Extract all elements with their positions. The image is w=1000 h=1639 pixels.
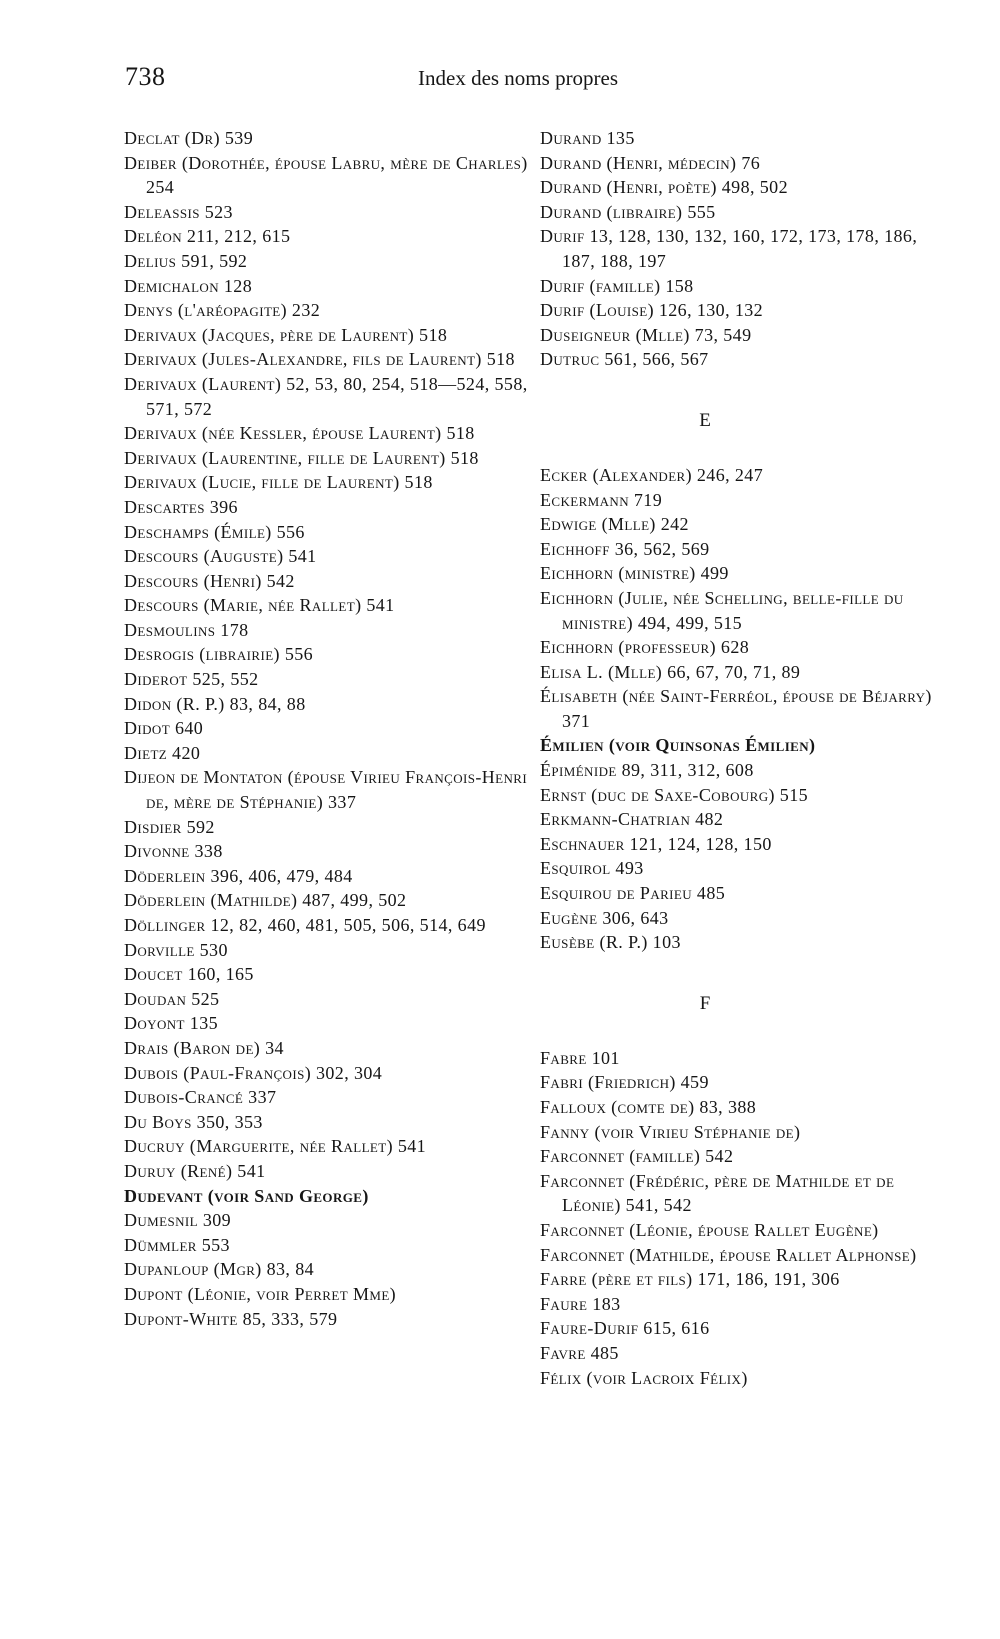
index-entry: Faure 183 [540,1293,621,1314]
index-entry: Drais (Baron de) 34 [124,1037,284,1058]
left-column [124,126,534,1331]
index-entry: Doudan 525 [124,988,220,1009]
index-entry: Descours (Henri) 542 [124,570,295,591]
running-head: Index des noms propres [418,66,619,90]
index-entry: Döderlein (Mathilde) 487, 499, 502 [124,890,407,911]
index-entry: Divonne 338 [124,841,223,862]
index-entry: Dietz 420 [124,742,201,763]
index-entry: Falloux (comte de) 83, 388 [540,1097,757,1117]
index-entry: Dupanloup (Mgr) 83, 84 [124,1259,314,1280]
index-entry: Edwige (Mlle) 242 [540,514,689,535]
index-entry: Disdier 592 [124,816,215,837]
index-entry: Deleassis 523 [124,201,233,222]
index-entry: Félix (voir Lacroix Félix) [540,1367,748,1388]
index-entry: Döderlein 396, 406, 479, 484 [124,865,353,886]
index-entry: Derivaux (Laurent) 52, 53, 80, 254, 518—524, 558, 571, 572 [124,373,528,419]
index-entry: Desmoulins 178 [124,619,249,640]
index-entry: Esquirol 493 [540,858,644,879]
index-entry: Farconnet (Léonie, épouse Rallet Eugène) [540,1219,879,1240]
index-entry: Denys (l'aréopagite) 232 [124,300,321,321]
section-letter-e: E [699,409,711,431]
index-entry: Farre (père et fils) 171, 186, 191, 306 [540,1269,840,1290]
index-entry: Durand (libraire) 555 [540,201,716,222]
page-number: 738 [125,62,166,91]
index-entry: Durif 13, 128, 130, 132, 160, 172, 173, 178, 186, 187, 188, 197 [540,226,918,271]
index-entry: Derivaux (Laurentine, fille de Laurent) 518 [124,447,479,468]
index-entry: Dutruc 561, 566, 567 [540,349,709,370]
index-entry: Dubois-Crancé 337 [124,1087,277,1108]
index-entry: Dümmler 553 [124,1234,230,1255]
index-entry: Derivaux (Jules-Alexandre, fils de Laurent) 518 [124,349,515,370]
index-entry: Dudevant (voir Sand George) [124,1185,369,1206]
index-entry: Élisabeth (née Saint-Ferréol, épouse de Béjarry) 371 [540,686,932,731]
index-entry: Duruy (René) 541 [124,1160,266,1181]
index-entry: Dubois (Paul-François) 302, 304 [124,1062,383,1083]
index-entry: Durand (Henri, médecin) 76 [540,152,761,173]
index-entry: Eichhorn (ministre) 499 [540,563,729,584]
index-entry: Du Boys 350, 353 [124,1111,263,1132]
index-entry: Döllinger 12, 82, 460, 481, 505, 506, 514, 649 [124,915,486,935]
index-entry: Favre 485 [540,1342,619,1363]
index-entry: Eichhorn (professeur) 628 [540,637,750,658]
index-entry: Ernst (duc de Saxe-Cobourg) 515 [540,784,809,805]
index-entry: Dorville 530 [124,939,228,960]
index-entry: Fabre 101 [540,1047,620,1068]
index-entry: Farconnet (Frédéric, père de Mathilde et de Léonie) 541, 542 [540,1170,895,1216]
index-entry: Eugène 306, 643 [540,907,669,928]
index-entry: Erkmann-Chatrian 482 [540,809,724,830]
index-entry: Didot 640 [124,718,204,739]
index-entry: Demichalon 128 [124,275,253,296]
index-entry: Dijeon de Montaton (épouse Virieu François-Henri de, mère de Stéphanie) 337 [124,767,528,813]
index-entry: Faure-Durif 615, 616 [540,1318,710,1339]
index-entry: Farconnet (famille) 542 [540,1146,734,1167]
index-entry: Eschnauer 121, 124, 128, 150 [540,833,772,854]
index-entry: Esquirou de Parieu 485 [540,883,726,904]
index-entry: Desrogis (librairie) 556 [124,644,314,665]
index-entry: Delius 591, 592 [124,250,248,271]
index-entry: Durand (Henri, poète) 498, 502 [540,177,788,198]
index-entry: Fabri (Friedrich) 459 [540,1072,709,1093]
index-entry: Deschamps (Émile) 556 [124,521,305,542]
index-entry: Deiber (Dorothée, épouse Labru, mère de Charles) 254 [124,152,528,198]
index-entry: Eckermann 719 [540,489,663,510]
index-entry: Derivaux (née Kessler, épouse Laurent) 518 [124,423,475,444]
index-entry: Doyont 135 [124,1013,218,1034]
index-entry: Elisa L. (Mlle) 66, 67, 70, 71, 89 [540,661,801,682]
index-entry: Declat (Dr) 539 [124,128,254,148]
index-entry: Durif (famille) 158 [540,275,694,296]
index-entry: Émilien (voir Quinsonas Émilien) [540,735,816,756]
index-entry: Derivaux (Jacques, père de Laurent) 518 [124,324,448,345]
index-entry: Descours (Marie, née Rallet) 541 [124,595,395,616]
index-entry: Durand 135 [540,128,635,148]
index-entry: Ecker (Alexander) 246, 247 [540,464,764,485]
index-entry: Dupont (Léonie, voir Perret Mme) [124,1283,397,1304]
index-entry: Derivaux (Lucie, fille de Laurent) 518 [124,472,433,493]
index-entry: Diderot 525, 552 [124,669,259,690]
index-entry: Eichhoff 36, 562, 569 [540,538,710,559]
index-entry: Descartes 396 [124,496,238,517]
index-entry: Eusèbe (R. P.) 103 [540,932,681,953]
right-column [540,126,950,1390]
index-entry: Durif (Louise) 126, 130, 132 [540,300,764,321]
section-letter-f: F [699,992,711,1014]
index-entry: Doucet 160, 165 [124,964,254,985]
index-entry: Dupont-White 85, 333, 579 [124,1308,338,1329]
index-entry: Dumesnil 309 [124,1210,232,1231]
index-entry: Fanny (voir Virieu Stéphanie de) [540,1121,801,1142]
index-entry: Deléon 211, 212, 615 [124,226,291,247]
index-entry: Descours (Auguste) 541 [124,546,317,567]
index-entry: Épiménide 89, 311, 312, 608 [540,760,754,781]
index-entry: Didon (R. P.) 83, 84, 88 [124,693,306,714]
index-entry: Ducruy (Marguerite, née Rallet) 541 [124,1136,427,1157]
index-entry: Duseigneur (Mlle) 73, 549 [540,324,752,345]
index-entry: Farconnet (Mathilde, épouse Rallet Alphonse) [540,1244,917,1265]
index-entry: Eichhorn (Julie, née Schelling, belle-fille du ministre) 494, 499, 515 [540,587,904,633]
